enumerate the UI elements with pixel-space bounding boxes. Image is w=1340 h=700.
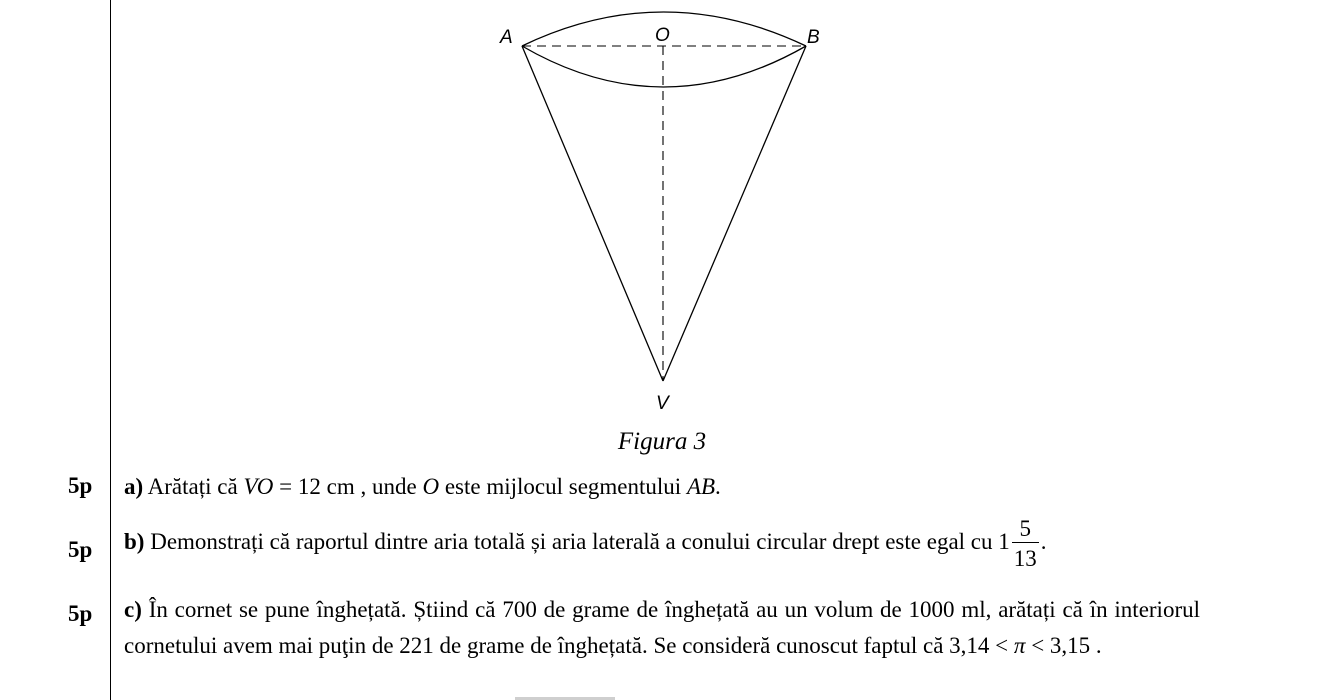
generatrix-vb xyxy=(663,46,806,381)
item-a-text-2: = 12 cm , unde xyxy=(279,474,417,499)
label-point-v: V xyxy=(656,393,669,414)
score-c: 5p xyxy=(68,601,93,626)
score-b: 5p xyxy=(68,537,93,562)
item-c-math-pi: π xyxy=(1013,633,1026,658)
item-b-letter: b) xyxy=(124,528,145,554)
item-b-text-1: Demonstrați că raportul dintre aria totală și aria laterală a conului circular drept este egal cu xyxy=(150,528,993,554)
item-b xyxy=(124,517,1047,570)
item-b-numerator: 5 xyxy=(1012,517,1039,543)
item-b-denominator: 13 xyxy=(1013,546,1037,571)
item-a-math-ab: AB xyxy=(686,474,716,499)
item-c-text-1: În cornet se pune înghețată. Știind că 700 de grame de înghețată au un volum de 1000 ml, arătați că în interiorul cornetului avem mai puţin de 221 de grame de înghețată. Se consideră cunoscut faptul că xyxy=(124,597,1200,658)
item-a xyxy=(124,469,721,505)
item-a-text-1: Arătați că xyxy=(147,474,238,499)
score-a: 5p xyxy=(68,473,93,498)
item-b-whole: 1 xyxy=(998,528,1010,554)
item-c-ineq-2: < 3,15 . xyxy=(1031,633,1102,658)
label-point-b: B xyxy=(807,27,820,48)
item-b-fraction xyxy=(1012,517,1039,570)
item-c-ineq-1: 3,14 < xyxy=(949,633,1009,658)
label-point-o: O xyxy=(655,25,670,46)
item-a-text-3: este mijlocul segmentului xyxy=(444,474,682,499)
item-c xyxy=(124,592,1200,664)
item-a-text-4: . xyxy=(715,474,721,499)
base-ellipse-front-arc xyxy=(522,46,806,87)
item-a-math-vo: VO xyxy=(243,474,274,499)
item-a-letter: a) xyxy=(124,474,144,499)
item-a-math-o: O xyxy=(422,474,440,499)
label-point-a: A xyxy=(500,27,513,48)
item-b-text-2: . xyxy=(1040,528,1047,554)
generatrix-va xyxy=(522,46,663,381)
item-c-letter: c) xyxy=(124,597,142,622)
figure-caption: Figura 3 xyxy=(617,428,707,455)
